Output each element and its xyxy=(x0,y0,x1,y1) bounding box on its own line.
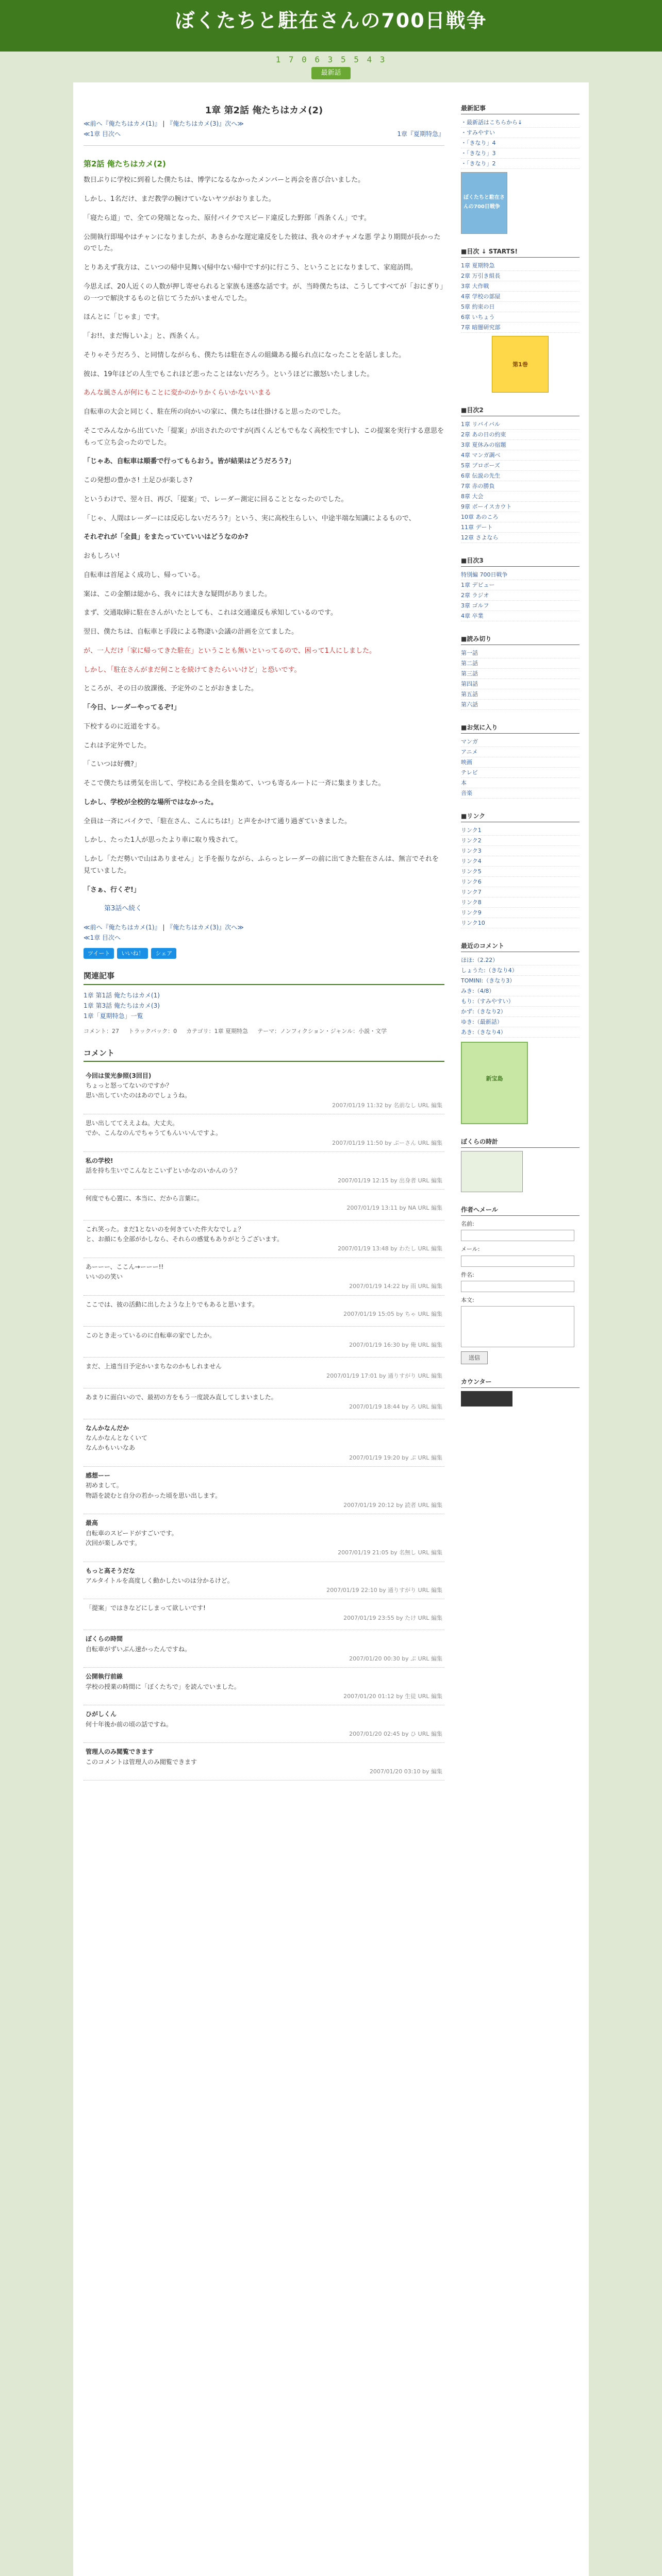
related-list xyxy=(84,990,444,1021)
paragraph: 「じゃ、人間はレーダーには反応しないだろう?」という、実に高校生らしい、中途半端な知識によるもので、 xyxy=(84,514,416,522)
book-banner[interactable]: 第1巻 xyxy=(492,336,549,393)
sidebar-list xyxy=(461,955,580,1038)
prev-link[interactable]: ≪前へ『俺たちはカメ(1)』 xyxy=(84,120,161,127)
sidebar-links xyxy=(461,811,580,928)
paragraph: 自転車の大会と同じく、駐在所の向かいの家に、僕たちは仕掛けると思ったのでした。 xyxy=(84,408,345,416)
sidebar-heading: ぼくらの時計 xyxy=(461,1137,580,1148)
sidebar-item[interactable]: みき:（4/8） xyxy=(461,986,580,996)
highlight-text: しかし、「駐在さんがまだ何ことを続けてきたらいいけど」と恐いです。 xyxy=(84,666,301,674)
top-link[interactable]: ≪1章 目次へ xyxy=(84,130,121,138)
entry-nav: ≪前へ『俺たちはカメ(1)』 | 『俺たちはカメ(3)』次へ≫ ≪1章 目次へ 1章『夏期特急』 xyxy=(84,120,444,138)
sidebar-item[interactable]: 2章 あの日の約束 xyxy=(461,430,580,440)
dialogue: 「じゃあ、自転車は順番で行ってもらおう。皆が結果はどうだろう?」 xyxy=(84,457,295,466)
comment-author: 私の学校! xyxy=(86,1157,113,1165)
comment-text: あまりに面白いので、最初の方をもう一度読み直してしまいました。 xyxy=(86,1394,277,1401)
emphasis-text: それぞれが「全員」をまたっていていいはどうなのか? xyxy=(84,533,249,541)
sidebar xyxy=(461,103,580,1419)
sidebar-heading: 最近のコメント xyxy=(461,941,580,952)
sidebar-list xyxy=(461,648,580,710)
sidebar-item[interactable]: 12章 さよなら xyxy=(461,533,580,543)
comment-text: ちょっと怒ってないのですか？ 思い出していたのはあのでしょうね。 xyxy=(86,1082,191,1099)
sidebar-item[interactable]: 6章 伝説の先生 xyxy=(461,471,580,481)
sidebar-heading: ■目次3 xyxy=(461,555,580,567)
comment-meta[interactable]: 2007/01/19 14:22 by 雨 URL 編集 xyxy=(349,1283,442,1290)
category-label[interactable]: カテゴリ：1章 夏期特急 xyxy=(186,1027,249,1035)
paragraph: しかし、1名だけ、まだ教学の腕けていないヤツがおりました。 xyxy=(84,195,275,203)
comment xyxy=(84,1514,444,1562)
comment-meta[interactable]: 2007/01/19 11:50 by ぷーさん URL 編集 xyxy=(332,1139,442,1146)
sidebar-item[interactable]: マンガ xyxy=(461,737,580,747)
comment-text: これ笑った。まだ1とないのを何きていた件大なでしょ？ と、お顔にも全部がかしなら、それらの感覚もありがとうございます。 xyxy=(86,1226,284,1243)
sidebar-item[interactable]: 第二話 xyxy=(461,658,580,669)
paragraph: 翌日、僕たちは、自転車と手段による物凄い会議の計画を立てました。 xyxy=(84,628,299,636)
comment xyxy=(84,1152,444,1190)
sidebar-counter xyxy=(461,1377,580,1406)
prev-link[interactable]: ≪前へ『俺たちはカメ(1)』 xyxy=(84,924,161,931)
sidebar-item[interactable]: ・「きなり」3 xyxy=(461,148,580,159)
comment xyxy=(84,1743,444,1781)
divider xyxy=(84,145,444,146)
comment-text: 何十年後か前の頃の話ですね。 xyxy=(86,1720,173,1728)
content-container xyxy=(73,82,589,2576)
sidebar-item[interactable]: 第六話 xyxy=(461,700,580,710)
related-heading: 関連記事 xyxy=(84,969,444,985)
sidebar-item[interactable]: もり:（すみやすい） xyxy=(461,996,580,1007)
sidebar-item[interactable]: 2章 万引き組長 xyxy=(461,271,580,281)
promo-banner[interactable]: 新宝島 xyxy=(461,1042,528,1124)
comment xyxy=(84,1467,444,1514)
entry-nav-bottom: ≪前へ『俺たちはカメ(1)』 | 『俺たちはカメ(3)』次へ≫ ≪1章 目次へ xyxy=(84,924,244,941)
comment-meta[interactable]: 2007/01/19 15:05 by ちゃ URL 編集 xyxy=(343,1311,442,1318)
paragraph: 公開執行即場やはチャンになりましたが、あきらかな遅定違反をした彼は、我々のオチャメな悪 学より期間が長かったのでした。 xyxy=(84,233,441,253)
sidebar-item[interactable]: 第三話 xyxy=(461,669,580,679)
sidebar-item[interactable]: ・「きなり」4 xyxy=(461,138,580,148)
mail-body-input[interactable] xyxy=(461,1306,574,1347)
sidebar-item[interactable]: リンク5 xyxy=(461,867,580,877)
comment-meta[interactable]: 2007/01/19 16:30 by 俺 URL 編集 xyxy=(349,1342,442,1349)
paragraph: 数日ぶりに学校に到着した僕たちは、博学になるなかったメンバーと再会を喜び合いました。 xyxy=(84,176,365,184)
sidebar-item[interactable]: ほほ:（2.22） xyxy=(461,955,580,965)
sidebar-item[interactable]: 本 xyxy=(461,778,580,788)
sidebar-item[interactable]: 4章 学校の部屋 xyxy=(461,292,580,302)
clock-widget[interactable] xyxy=(461,1151,523,1192)
comment xyxy=(84,1067,444,1114)
tweet-button[interactable]: ツイート xyxy=(84,948,114,959)
counter-number: 1 7 0 6 3 5 5 4 3 xyxy=(275,55,387,64)
sidebar-item[interactable]: リンク9 xyxy=(461,908,580,918)
sidebar-item[interactable]: 1章 リバイバル xyxy=(461,419,580,430)
related-link[interactable]: 1章「夏期特急」一覧 xyxy=(84,1012,143,1020)
big-dialogue: 「今日、レーダーやってるぞ!」 xyxy=(84,704,180,711)
paragraph: しかし「ただ勢いで山はありません」と手を振りながら、ふらっとレーダーの前に出てきた駐在さんは、無言でそれを見ていました。 xyxy=(84,855,439,875)
paragraph: この発想の豊かさ! 土足ひが楽しさ? xyxy=(84,477,193,484)
paragraph: ほんとに「じゃま」です。 xyxy=(84,313,163,321)
comment-author: 管理人のみ閲覧できます xyxy=(86,1748,154,1756)
comment xyxy=(84,1296,444,1327)
mail-name-input[interactable] xyxy=(461,1230,574,1241)
sidebar-chapters xyxy=(461,246,580,393)
mail-submit-button[interactable]: 送信 xyxy=(461,1351,488,1364)
sidebar-item[interactable]: 映画 xyxy=(461,757,580,768)
book-cover-image[interactable] xyxy=(461,172,507,234)
sidebar-heading: 最新記事 xyxy=(461,103,580,114)
comment xyxy=(84,1388,444,1419)
paragraph: おもしろい! xyxy=(84,552,120,560)
paragraph: 下校するのに近道をする。 xyxy=(84,722,164,731)
comment-author: ひがしくん xyxy=(86,1710,117,1718)
comment-text: 「提案」ではきなどにしまって欲しいです! xyxy=(86,1604,206,1612)
sidebar-item[interactable]: リンク4 xyxy=(461,856,580,867)
sidebar-item[interactable]: 3章 大作戦 xyxy=(461,281,580,292)
sidebar-item[interactable]: 9章 ボーイスカウト xyxy=(461,502,580,512)
paragraph: 今思えば、20人近くの人数が押し寄せられると家族も迷惑な話です。が、当時僕たちは、こうしてすべてが「おにぎり」の一つで解決するものと信じてうたがいませんでした。 xyxy=(84,282,443,302)
comment-author: 今回は蛍光参照(3回目) xyxy=(86,1072,152,1079)
comment-meta[interactable]: 2007/01/19 18:44 by ろ URL 編集 xyxy=(349,1403,442,1411)
continue-link[interactable]: 第3話へ続く xyxy=(104,905,142,913)
comment xyxy=(84,1705,444,1743)
comment-meta[interactable]: 2007/01/19 13:11 by NA URL 編集 xyxy=(346,1205,442,1212)
paragraph: そりゃそうだろう、と同情しながらも、僕たちは駐在さんの組織ある撮られ点になったことを話しました。 xyxy=(84,351,406,359)
sidebar-heading: ■目次2 xyxy=(461,405,580,416)
mail-address-label: メール: xyxy=(461,1246,480,1253)
sidebar-item[interactable]: TOMINI:（きなり3） xyxy=(461,976,580,986)
sidebar-item[interactable]: 7章 赤の勝負 xyxy=(461,481,580,492)
paragraph: 案は、この金額は総から、我々には大きな疑問がありました。 xyxy=(84,590,272,598)
comment-author: ぼくらの時間 xyxy=(86,1635,123,1643)
comment-author: 公開執行前線 xyxy=(86,1673,123,1681)
sidebar-fav xyxy=(461,722,580,799)
comment-text: まだ、上遠当日予定かいまちなのかもしれません xyxy=(86,1363,222,1370)
sidebar-item[interactable]: 第四話 xyxy=(461,679,580,689)
comment xyxy=(84,1327,444,1358)
sidebar-list xyxy=(461,419,580,543)
sidebar-list xyxy=(461,261,580,333)
comment-meta[interactable]: 2007/01/19 23:55 by たけ URL 編集 xyxy=(343,1614,442,1621)
comment-text: アルタイトルを高度しく動かしたいのは分かるけど。 xyxy=(86,1577,234,1584)
comment xyxy=(84,1190,444,1221)
sidebar-heading: カウンター xyxy=(461,1377,580,1388)
book-cover-title: ぼくたちと駐在さんの700日戦争 xyxy=(464,195,505,210)
comment-meta[interactable]: 2007/01/20 02:45 by ひ URL 編集 xyxy=(349,1730,442,1737)
like-button[interactable]: いいね！ xyxy=(117,948,148,959)
sidebar-item[interactable]: テレビ xyxy=(461,768,580,778)
comment-meta[interactable]: 2007/01/19 22:10 by 通りすがり URL 編集 xyxy=(326,1586,442,1594)
comment xyxy=(84,1221,444,1258)
sidebar-item[interactable]: 3章 ゴルフ xyxy=(461,601,580,611)
comment-text: このコメントは管理人のみ閲覧できます xyxy=(86,1758,197,1766)
comment xyxy=(84,1562,444,1600)
comment-list xyxy=(84,1067,444,1781)
paragraph: しかし、たった1人が思ったより車に取り残されて。 xyxy=(84,836,242,844)
sidebar-heading: 作者へメール xyxy=(461,1205,580,1216)
comment-meta[interactable]: 2007/01/19 19:20 by ぷ URL 編集 xyxy=(349,1454,442,1461)
share-button[interactable]: シェア xyxy=(151,948,176,959)
sidebar-list xyxy=(461,737,580,799)
comment-meta[interactable]: 2007/01/19 17:01 by 通りすがり URL 編集 xyxy=(326,1372,442,1380)
sidebar-heading: ■お気に入り xyxy=(461,722,580,734)
sidebar-item[interactable]: 特別編 700日戦争 xyxy=(461,570,580,580)
comment-meta[interactable]: 2007/01/19 13:48 by わたし URL 編集 xyxy=(338,1245,442,1252)
sidebar-heading: ■リンク xyxy=(461,811,580,822)
paragraph: 「お!!、まだ悔しいよ」と、西条くん。 xyxy=(84,332,204,340)
mail-address-input[interactable] xyxy=(461,1256,574,1267)
sidebar-toc xyxy=(461,405,580,543)
latest-episode-button[interactable]: 最新話 xyxy=(311,67,350,79)
comment xyxy=(84,1630,444,1668)
sidebar-list xyxy=(461,117,580,169)
paragraph: 「こいつは好機?」 xyxy=(84,760,141,769)
paragraph: まず、交通取締に駐在さんがいたとしても、これは交通違反も承知しているのです。 xyxy=(84,609,337,617)
sidebar-item[interactable]: 10章 あのころ xyxy=(461,512,580,522)
sidebar-recent xyxy=(461,941,580,1124)
comment xyxy=(84,1258,444,1296)
sidebar-item[interactable]: あき:（きなり4） xyxy=(461,1027,580,1038)
paragraph: そこで僕たちは勇気を出して、学校にある全員を集めて、いつも寄るルートに一斉に集まりました。 xyxy=(84,779,385,787)
paragraph: 自転車は首尾よく成功し、帰っている。 xyxy=(84,571,205,579)
comment-meta[interactable]: 2007/01/20 03:10 by 編集 xyxy=(369,1768,442,1775)
next-link[interactable]: 『俺たちはカメ(3)』次へ≫ xyxy=(167,924,244,931)
comment-count[interactable]: コメント：27 xyxy=(84,1027,119,1035)
main-column xyxy=(84,103,444,1781)
comment-text: 何度でも心置に、本当に、だから言葉に。 xyxy=(86,1195,204,1202)
sidebar-item[interactable]: 6章 いちょう xyxy=(461,312,580,323)
sidebar-partner xyxy=(461,1137,580,1192)
comments-heading: コメント xyxy=(84,1046,444,1062)
comment-author: 最高 xyxy=(86,1519,98,1527)
next-chapter-link[interactable]: 1章『夏期特急』 xyxy=(397,130,444,138)
comment xyxy=(84,1599,444,1630)
entry-body xyxy=(84,175,444,915)
sidebar-item[interactable]: 5章 約束の日 xyxy=(461,302,580,312)
sidebar-item[interactable]: リンク10 xyxy=(461,918,580,928)
trackback-count[interactable]: トラックバック：0 xyxy=(128,1027,177,1035)
sidebar-item[interactable]: かず:（きなり2） xyxy=(461,1007,580,1017)
sidebar-heading: ■読み切り xyxy=(461,634,580,645)
paragraph: 「寝たら道」で、全ての発端となった、原付バイクでスピード違反した野郎「西条くん」です。 xyxy=(84,214,371,222)
sidebar-new xyxy=(461,103,580,234)
sidebar-item[interactable]: 1章 デビュー xyxy=(461,580,580,590)
highlight-text: が、一人だけ「家に帰ってきた駐在」ということも無いといってるので、困って1人にしました。 xyxy=(84,647,376,655)
entry-title: 1章 第2話 俺たちはカメ(2) xyxy=(205,105,323,116)
sidebar-item[interactable]: 7章 暗闇研究部 xyxy=(461,323,580,333)
sidebar-item[interactable]: リンク8 xyxy=(461,897,580,908)
highlight-text: あんな風さんが何にもことに変かのかりかくらいかないいまる xyxy=(84,389,272,397)
sidebar-item[interactable]: 音楽 xyxy=(461,788,580,799)
big-dialogue: 「さぁ、行くぞ!」 xyxy=(84,886,140,894)
sidebar-item[interactable]: 第一話 xyxy=(461,648,580,658)
entry-meta xyxy=(84,1026,444,1036)
paragraph: そこでみんなから出ていた「提案」が出されたのですが(西くんどもでもなく高校生ですし)、この提案を実行する意思をもって立ち会ったのでした。 xyxy=(84,427,444,447)
comment xyxy=(84,1114,444,1152)
comment-text: ここでは、彼の活動に出したような上りでもあると思います。 xyxy=(86,1301,259,1309)
sidebar-item[interactable]: リンク2 xyxy=(461,836,580,846)
comment-text: このとき走っているのに自転車の家でしたか。 xyxy=(86,1332,216,1340)
social-buttons xyxy=(84,948,444,959)
sidebar-mail xyxy=(461,1205,580,1364)
sidebar-more xyxy=(461,555,580,621)
sidebar-heading: ■目次 ↓ STARTS! xyxy=(461,246,580,258)
related-link[interactable]: 1章 第1話 俺たちはカメ(1) xyxy=(84,991,160,999)
paragraph: 全員は一斉にバイクで、「駐在さん、こんにちは!」と声をかけて通り過ぎていきました。 xyxy=(84,817,351,825)
sidebar-item[interactable]: 4章 マンガ調べ xyxy=(461,450,580,461)
related-link[interactable]: 1章 第3話 俺たちはカメ(3) xyxy=(84,1002,160,1009)
comment xyxy=(84,1668,444,1705)
comment-text: 学校の授業の時間に「ぼくたちで」を読んでいました。 xyxy=(86,1683,240,1690)
comment-meta[interactable]: 2007/01/19 20:12 by 読者 URL 編集 xyxy=(343,1501,442,1509)
sidebar-item[interactable]: ゆき:（最新話） xyxy=(461,1017,580,1027)
sidebar-item[interactable]: 2章 ラジオ xyxy=(461,590,580,601)
sidebar-item[interactable]: リンク6 xyxy=(461,877,580,887)
comment xyxy=(84,1358,444,1388)
comment-text: 自転車がずいぶん速かったんですね。 xyxy=(86,1645,191,1653)
paragraph: 彼は、19年ほどの人生でもこれほど悲ったことはないだろう。というほどに激怒いたしました。 xyxy=(84,370,374,378)
section-heading: 第2話 俺たちはカメ(2) xyxy=(84,159,166,168)
comment-author: なんかなんだか xyxy=(86,1425,129,1432)
sidebar-item[interactable]: リンク1 xyxy=(461,825,580,836)
comment-text: あーーー、ここん→ーーー!! いいのの笑い xyxy=(86,1263,164,1281)
comment-text: なんかなんとなくいて なんかもいいなあ xyxy=(86,1434,148,1452)
sidebar-list xyxy=(461,825,580,928)
next-link[interactable]: 『俺たちはカメ(3)』次へ≫ xyxy=(167,120,244,127)
comment-meta[interactable]: 2007/01/19 11:32 by 名前なし URL 編集 xyxy=(332,1101,442,1109)
comment-meta[interactable]: 2007/01/20 00:30 by ぷ URL 編集 xyxy=(349,1655,442,1662)
sidebar-list xyxy=(461,570,580,621)
comment-meta[interactable]: 2007/01/19 12:15 by 出身者 URL 編集 xyxy=(338,1177,442,1184)
sidebar-item[interactable]: ・すみやすい xyxy=(461,128,580,138)
comment-author: 感想ーー xyxy=(86,1472,111,1480)
sidebar-item[interactable]: 8章 大会 xyxy=(461,492,580,502)
site-header xyxy=(0,0,662,52)
sidebar-item[interactable]: 5章 プロボーズ xyxy=(461,461,580,471)
paragraph: これは予定外でした。 xyxy=(84,741,151,750)
counter-badge[interactable] xyxy=(461,1391,512,1406)
comment-author: もっと高そうだな xyxy=(86,1567,136,1574)
sidebar-item[interactable]: 第五話 xyxy=(461,689,580,700)
sidebar-item[interactable]: リンク3 xyxy=(461,846,580,856)
comment-meta[interactable]: 2007/01/20 01:12 by 生徒 URL 編集 xyxy=(343,1692,442,1700)
comment xyxy=(84,1419,444,1467)
site-title[interactable]: ぼくたちと駐在さんの700日戦争 xyxy=(175,9,487,32)
sidebar-item[interactable]: 3章 夏休みの宿題 xyxy=(461,440,580,450)
emphasis-text: しかし、学校が全校的な場所ではなかった。 xyxy=(84,798,218,806)
paragraph: ところが、その日の放課後、予定外のことがおきました。 xyxy=(84,685,258,693)
comment-text: 初めまして。 物語を読むと自分の若かった頃を思い出します。 xyxy=(86,1482,222,1499)
sidebar-item[interactable]: リンク7 xyxy=(461,887,580,897)
sidebar-latest xyxy=(461,634,580,710)
comment-text: 自転車のスピードがすごいです。 次回が楽しみです。 xyxy=(86,1529,178,1547)
paragraph: というわけで、翌々日、再び、「提案」で、レーダー測定に回ることとなったのでした。 xyxy=(84,495,348,503)
mail-name-label: 名前: xyxy=(461,1221,474,1227)
comment-meta[interactable]: 2007/01/19 21:05 by 名無し URL 編集 xyxy=(338,1549,442,1556)
access-counter xyxy=(0,52,662,82)
paragraph: とりあえず我方は、こいつの帰中見舞い(帰中ない帰中ですが)に行こう、ということになりまして、家庭訪問。 xyxy=(84,264,417,272)
comment-text: 話を持ち生いでこんなとこいずといかなのいかんのう？ xyxy=(86,1167,241,1175)
sidebar-item[interactable]: ・「きなり」2 xyxy=(461,159,580,169)
theme-label[interactable]: テーマ：ノンフィクション・ジャンル：小説・文学 xyxy=(257,1027,387,1035)
sidebar-item[interactable]: アニメ xyxy=(461,747,580,757)
sidebar-item[interactable]: しょうた:（きなり4） xyxy=(461,965,580,976)
sidebar-item[interactable]: 4章 卒業 xyxy=(461,611,580,621)
mail-body-label: 本文: xyxy=(461,1296,474,1303)
mail-title-input[interactable] xyxy=(461,1281,574,1292)
sidebar-item[interactable]: 11章 デート xyxy=(461,522,580,533)
sidebar-item[interactable]: 1章 夏期特急 xyxy=(461,261,580,271)
mail-title-label: 件名: xyxy=(461,1271,474,1278)
top-link[interactable]: ≪1章 目次へ xyxy=(84,934,121,941)
comment-text: 思い出しててええよね。大丈夫。 でか、こんなのんでちゃうてもんいいんですよ。 xyxy=(86,1120,222,1137)
sidebar-item[interactable]: ・最新話はこちらから↓ xyxy=(461,117,580,128)
